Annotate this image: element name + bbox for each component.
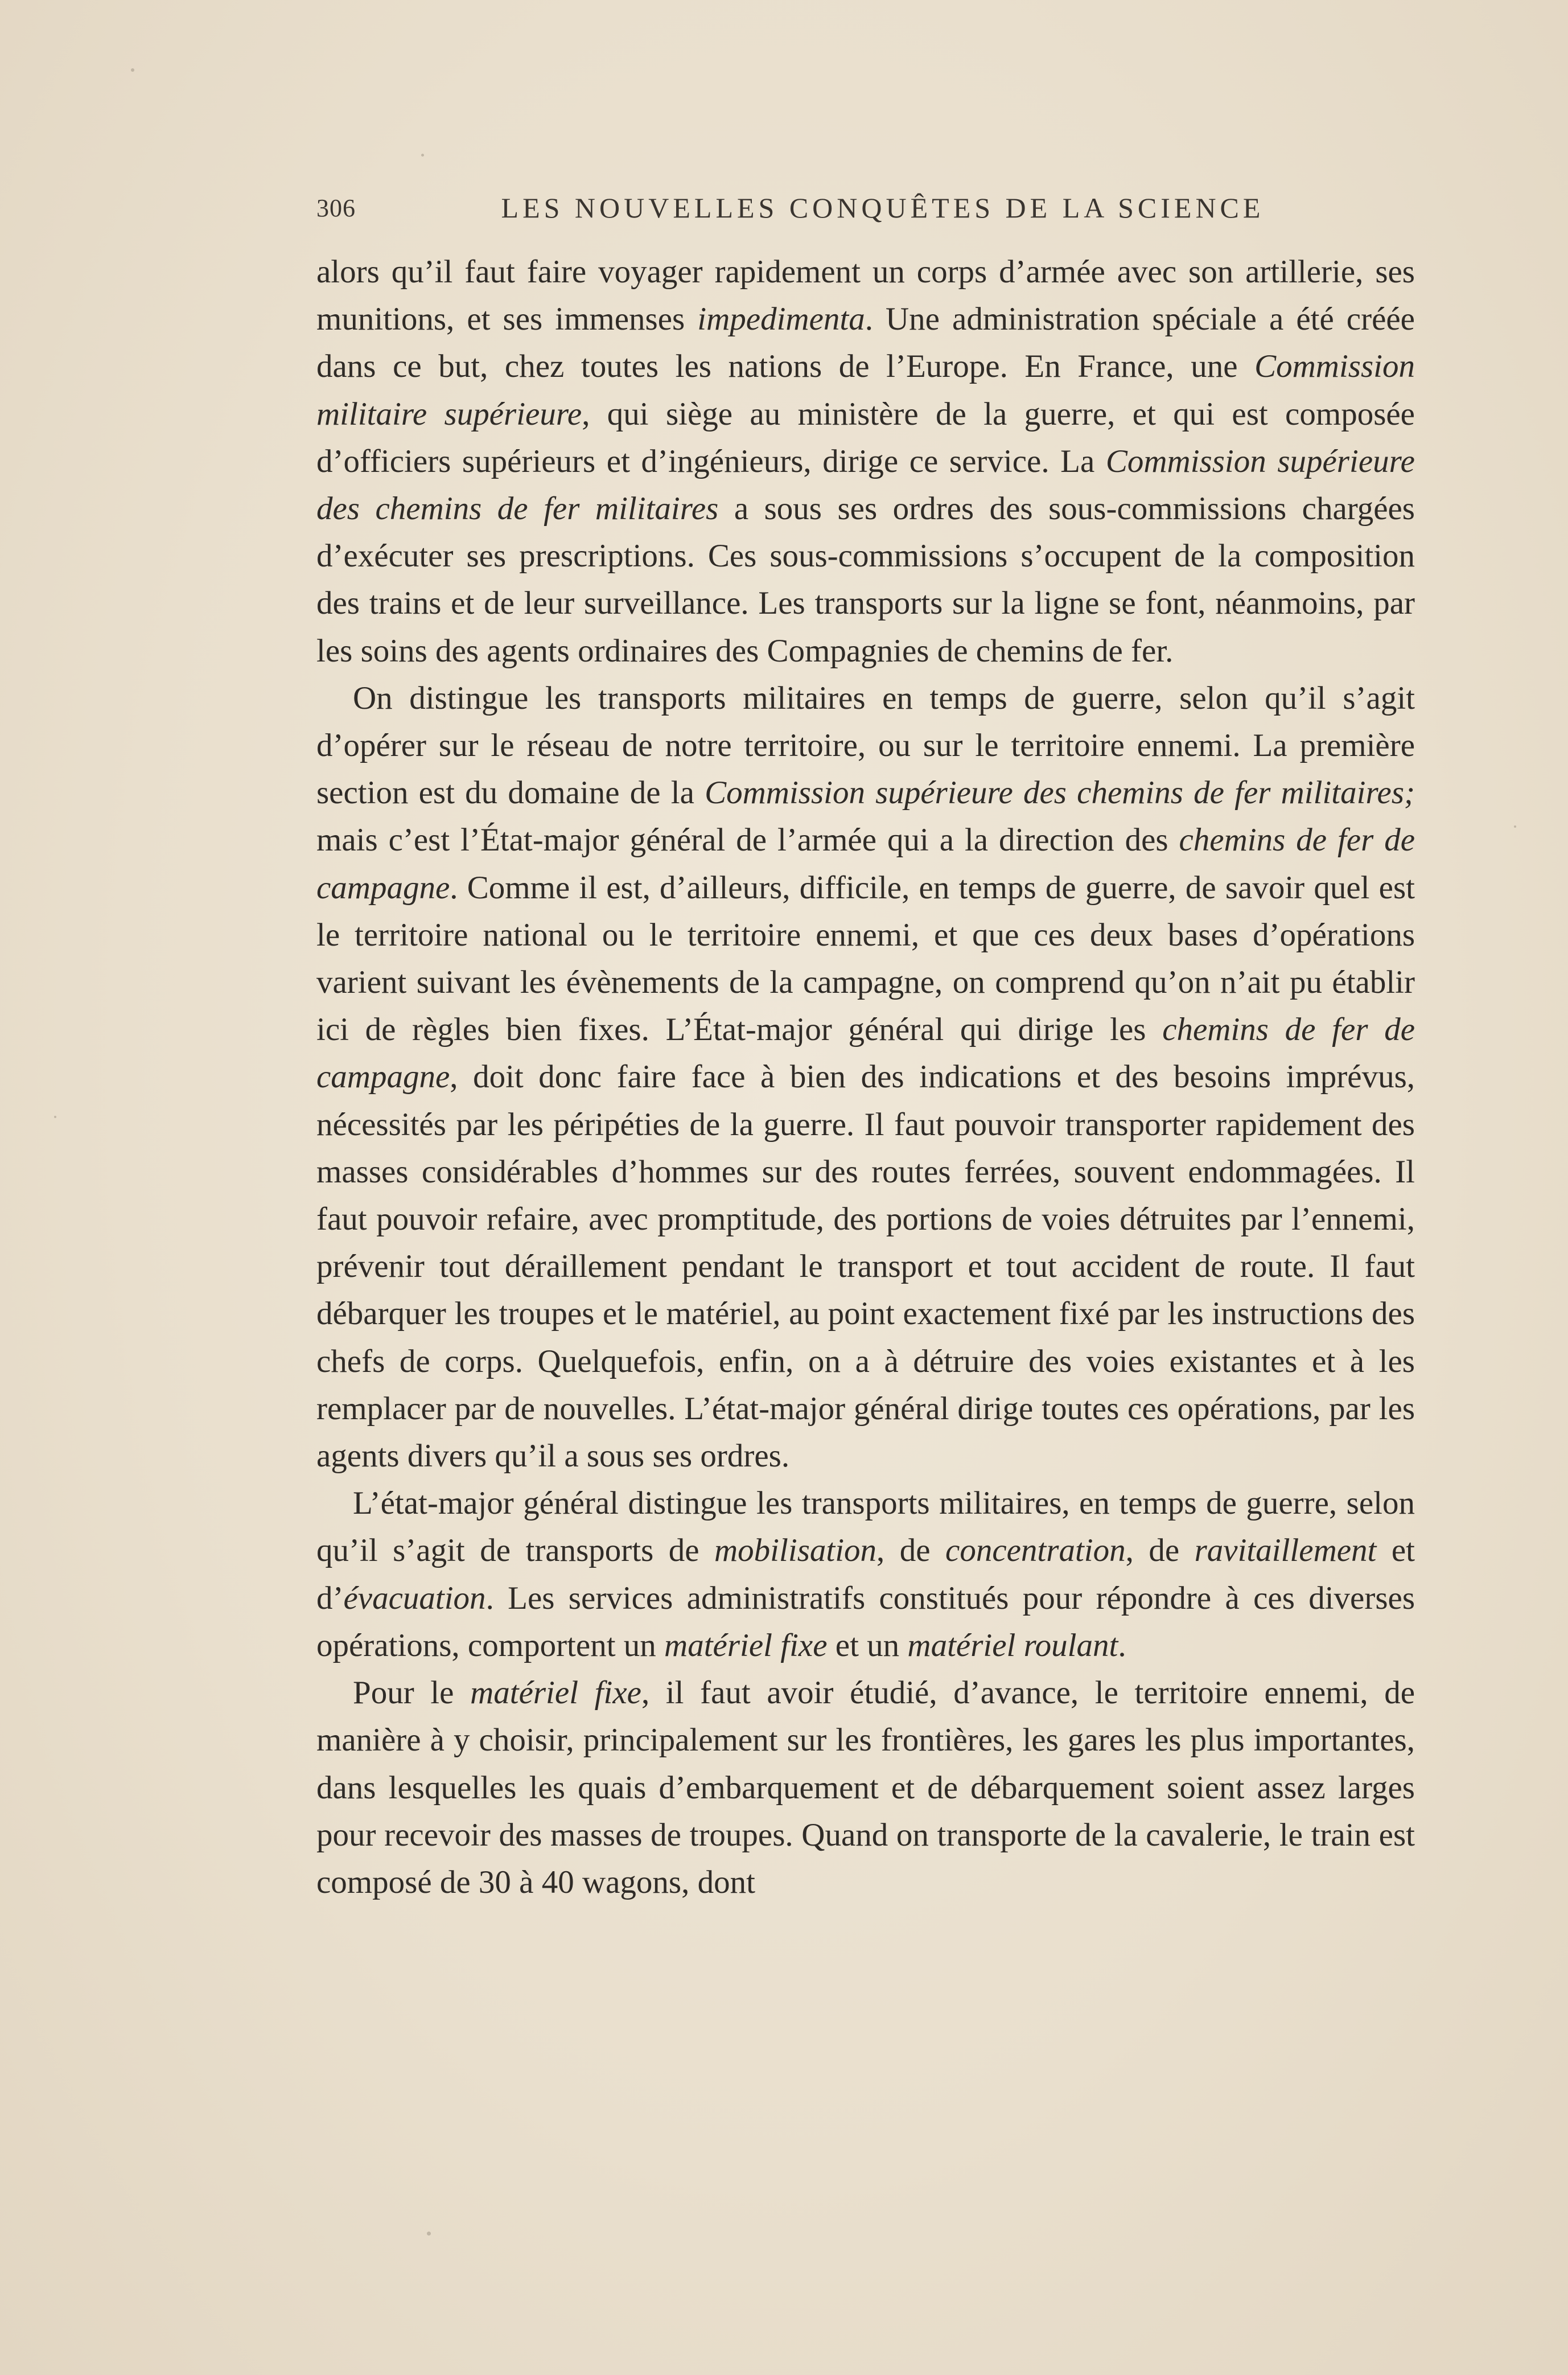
body-text: [316, 248, 1415, 1906]
text-run: a sous ses ordres des sous-commissions chargées d’exécuter ses prescriptions. Ces sous-commissions s’occupent de la composition des trains et de leur surveillance. Les transports sur la ligne se font, néanmoins, par les soins des agents ordinaires des Compagnies de chemins de fer.: [316, 491, 1415, 669]
italic-run: concentration: [945, 1532, 1126, 1569]
text-run: . Une administration spéciale a été créée dans ce but, chez toutes les nations de l’Europe. En France, une: [316, 301, 1415, 385]
paragraph: [316, 248, 1415, 675]
italic-run: matériel fixe: [470, 1675, 641, 1711]
italic-run: Commission supérieure des chemins de fer militaires: [316, 443, 1415, 527]
text-run: . Les services administratifs constitués pour répondre à ces diverses opérations, comportent un: [316, 1580, 1415, 1663]
paper-speck: [54, 1116, 56, 1118]
text-run: , il faut avoir étudié, d’avance, le territoire ennemi, de manière à y choisir, principalement sur les frontières, les gares les plus importantes, dans lesquelles les quais d’embarquement et de débarquement soient assez larges pour recevoir des masses de troupes. Quand on transporte de la cavalerie, le train est composé de 30 à 40 wagons, dont: [316, 1675, 1415, 1900]
paper-speck: [421, 154, 424, 157]
page-header: [316, 191, 1415, 231]
text-run: Pour le: [353, 1675, 471, 1711]
running-title: LES NOUVELLES CONQUÊTES DE LA SCIENCE: [501, 192, 1265, 224]
italic-run: matériel roulant: [907, 1627, 1118, 1663]
text-run: , doit donc faire face à bien des indications et des besoins imprévus, nécessités par les péripéties de la guerre. Il faut pouvoir transporter rapidement des masses considérables d’hommes sur des routes ferrées, souvent endommagées. Il faut pouvoir refaire, avec promptitude, des portions de voies détruites par l’ennemi, prévenir tout déraillement pendant le transport et tout accident de route. Il faut débarquer les troupes et le matériel, au point exactement fixé par les instructions des chefs de corps. Quelquefois, enfin, on a à détruire des voies existantes et à les remplacer par de nouvelles. L’état-major général dirige toutes ces opérations, par les agents divers qu’il a sous ses ordres.: [316, 1059, 1415, 1474]
paragraph: [316, 1669, 1415, 1906]
paper-speck: [131, 68, 134, 72]
italic-run: Commission militaire supérieure: [316, 348, 1415, 432]
italic-run: ravitaillement: [1194, 1532, 1377, 1569]
paragraph: [316, 1480, 1415, 1669]
page-number: 306: [316, 194, 356, 222]
text-run: , qui siège au ministère de la guerre, et qui est composée d’officiers supérieurs et d’ingénieurs, dirige ce service. La: [316, 396, 1415, 479]
text-run: et un: [827, 1627, 908, 1663]
text-run: alors qu’il faut faire voyager rapidement un corps d’armée avec son artillerie, ses munitions, et ses immenses: [316, 254, 1415, 338]
paragraph: [316, 675, 1415, 1480]
text-run: . Comme il est, d’ailleurs, difficile, en temps de guerre, de savoir quel est le territoire national ou le territoire ennemi, et que ces deux bases d’opérations varient suivant les évènements de la campagne, on comprend qu’on n’ait pu établir ici de règles bien fixes. L’État-major général qui dirige les: [316, 869, 1415, 1048]
italic-run: chemins de fer de campagne: [316, 1012, 1415, 1095]
paper-speck: [1514, 825, 1516, 828]
italic-run: évacuation: [343, 1580, 486, 1616]
text-run: , de: [876, 1532, 946, 1569]
italic-run: matériel fixe: [664, 1627, 828, 1663]
italic-run: Commission supérieure des chemins de fer militaires;: [705, 775, 1415, 811]
text-run: On distingue les transports militaires en temps de guerre, selon qu’il s’agit d’opérer sur le réseau de notre territoire, ou sur le territoire ennemi. La première section est du domaine de la: [316, 680, 1415, 811]
text-run: .: [1118, 1627, 1126, 1663]
italic-run: mobilisation: [714, 1532, 877, 1569]
italic-run: chemins de fer de campagne: [316, 822, 1415, 906]
italic-run: impedimenta: [697, 301, 865, 338]
text-run: mais c’est l’État-major général de l’armée qui a la direction des: [316, 822, 1179, 858]
paper-speck: [427, 2232, 431, 2236]
text-run: , de: [1125, 1532, 1195, 1569]
text-run: L’état-major général distingue les transports militaires, en temps de guerre, selon qu’il s’agit de transports de: [316, 1485, 1415, 1569]
text-run: et d’: [316, 1532, 1415, 1616]
